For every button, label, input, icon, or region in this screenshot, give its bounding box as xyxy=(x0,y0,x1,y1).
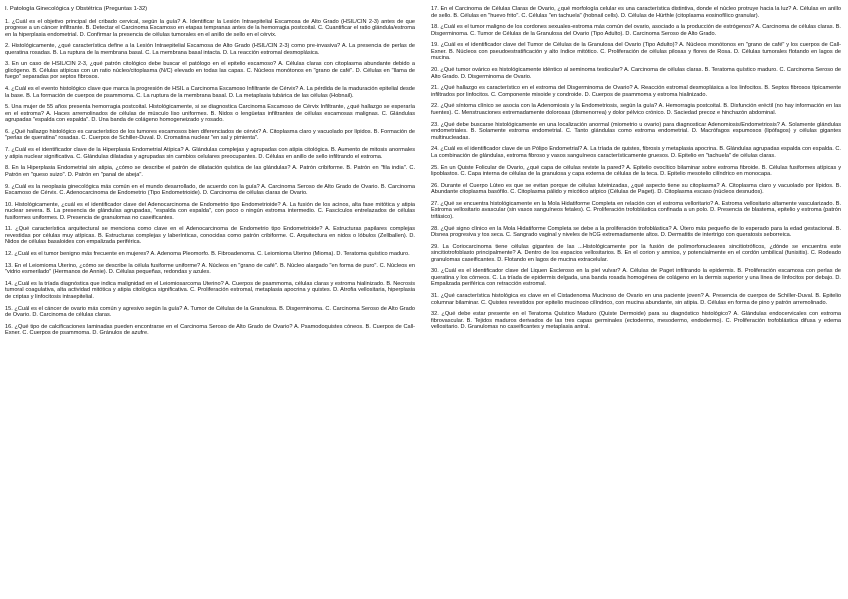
question-item: 31. ¿Qué característica histológica es clave en el Cistadenoma Mucinoso de Ovario en una paciente joven? A. Presencia de cuerpos de Schiller-Duval. B. Epitelio columnar bilaminar. C. Quistes revestidos por epitelio mucinoso cilíndrico, con mucina abundante, sin atipia. D. Células en forma de pino y patrón arremolinado. xyxy=(431,293,841,306)
question-item: 22. ¿Qué síntoma clínico se asocia con la Adenomiosis y la Endometriosis, según la guía? A. Hemorragia postcoital. B. Disfunción eréctil (no hay información en las fuentes). C. Menstruaciones extremadamente dolorosas (dismenorrea) y dolor pélvico crónico. D. Saciedad precoz e hinchazón abdominal. xyxy=(431,103,841,116)
question-item: 9. ¿Cuál es la neoplasia ginecológica más común en el mundo desarrollado, de acuerdo con la guía? A. Carcinoma Seroso de Alto Grado de Ovario. B. Carcinoma Escamoso de Cérvix. C. Adenocarcinoma de Endometrio (Tipo Endometrioide). D. Carcinoma de células claras de Ovario. xyxy=(5,183,415,196)
question-item: 32. ¿Qué debe estar presente en el Teratoma Quístico Maduro (Quiste Dermoide) para su diagnóstico histológico? A. Glándulas endocervicales con estroma fibrovascular. B. Tejidos maduros derivados de las tres capas germinales (ectodermo, mesodermo, endodermo). C. Proliferación trofoblástica difusa y edema vellositario. D. Granulomas no caseificantes y metaplasia antral. xyxy=(431,311,841,331)
question-item: 16. ¿Qué tipo de calcificaciones laminadas pueden encontrarse en el Carcinoma Seroso de Alto Grado de Ovario? A. Psamodoquistes cóneos. B. Cuerpos de Call-Exner. C. Cuerpos de psammoma. D. Gránulos de azufre. xyxy=(5,323,415,337)
question-item: 28. ¿Qué signo clínico en la Mola Hidatiforme Completa se debe a la proliferación trofoblástica? A. Útero más pequeño de lo esperado para la edad gestacional. B. Disnea progresiva y tos seca. C. Sangrado vaginal y niveles de hCG extremadamente altos. D. Dermatitis de intertrigo con queratosis seborreica. xyxy=(431,225,841,239)
question-item: 7. ¿Cuál es el identificador clave de la Hiperplasia Endometrial Atípica? A. Glándulas complejas y agrupadas con atipia citológica. B. Aumento de mitosis anormales y atipia nuclear significativa. C. Glándulas dilatadas y agrupadas sin cambios celulares preocupantes. D. Células en anillo de sello infiltrando el estroma. xyxy=(5,147,415,160)
question-item: 23. ¿Qué debe buscarse histológicamente en una localización anormal (miometrio u ovario) para diagnosticar Adenomiosis/Endometriosis? A. Solamente glándulas endometriales. B. Solamente estroma endometrial. C. Tanto glándulas como estroma endometrial. D. Macrófagos espumosos (lipófagos) y células gigantes multinucleadas. xyxy=(431,121,841,141)
question-item: 29. La Coriocarcinoma tiene células gigantes de las ...Histológicamente por la fusión de polimorfonucleares sincitiotróficos, ¿dónde se encuentra este sincitiotrofoblasto principalmente? A. Dentro de los espacios vellositarios. B. En el corion y amnios, y potencialmente en el cordón umbilical (funisitis). C. Rodeado granulomas caseificantes. D. Flotando en lagos de mucina extracelular. xyxy=(431,243,841,263)
question-item: 21. ¿Qué hallazgo es característico en el estroma del Disgerminoma de Ovario? A. Reacción estromal desmoplásica a los linfocitos. B. Septos fibrosos típicamente infiltrados por linfocitos. C. Componente mixoide y condroide. D. Cuerpos de psammoma y estroma hialinizado. xyxy=(431,85,841,98)
question-item: 18. ¿Cuál es el tumor maligno de los cordones sexuales-estroma más común del ovario, asociado a la producción de estrógenos? A. Carcinoma de células claras. B. Disgerminoma. C. Tumor de Células de la Granulosa del Ovario (Tipo Adulto). D. Carcinoma Seroso de Alto Grado. xyxy=(431,24,841,37)
question-item: 19. ¿Cuál es el identificador clave del Tumor de Células de la Granulosa del Ovario (Tipo Adulto)? A. Núcleos monótonos en "grano de café" y los cuerpos de Call-Exner. B. Núcleos con pseudoestratificación y alto índice mitótico. C. Proliferación de células pilosas y flores de Rosa. D. Células tumorales flotando en lagos de mucina. xyxy=(431,42,841,62)
question-item: 12. ¿Cuál es el tumor benigno más frecuente en mujeres? A. Adenoma Pleomorfo. B. Fibroadenoma. C. Leiomioma Uterino (Mioma). D. Teratoma quístico maduro. xyxy=(5,251,410,258)
question-item: 2. Histológicamente, ¿qué característica define a la Lesión Intraepitelial Escamosa de Alto Grado (HSIL/CIN 2-3) como pre-invasiva? A. La presencia de perlas de queratina rosadas. B. La ruptura de la membrana basal. C. La membrana basal intacta. D. La reacción estromal desmoplásica. xyxy=(5,43,415,56)
question-item: 11. ¿Qué característica arquitectural se menciona como clave en el Adenocarcinoma de Endometrio tipo Endometrioide? A. Estructuras papilares complejas revestidas por células muy atípicas. B. Estructuras complejas y laberínticas, conocidas como patrón cribiforme. C. Arquitectura en nidos o lóbulos (Zellballen). D. Nidos de células basaloides con empalizada periférica. xyxy=(5,226,415,246)
question-item: 1. ¿Cuál es el objetivo principal del cribado cervical, según la guía? A. Identificar la Lesión Intraepitelial Escamosa de Alto Grado (HSIL/CIN 2-3) antes de que progrese a un cáncer infiltrante. B. Detectar el Carcinoma Escamoso en etapas tempranas antes de la hemorragia postcoital. C. Cuantificar el ratio glándula/estroma en la hiperplasia endometrial. D. Confirmar la presencia de células tumorales en el anillo de sello en el cérvix. xyxy=(5,18,415,38)
question-item: 8. En la Hiperplasia Endometrial sin atipia, ¿cómo se describe el patrón de dilatación quística de las glándulas? A. Patrón cribiforme. B. Patrón en "fila india". C. Patrón en "queso suizo". D. Patrón en "panal de abeja". xyxy=(5,165,415,178)
question-item: 24. ¿Cuál es el identificador clave de un Pólipo Endometrial? A. La tríada de quistes, fibrosis y metaplasia apocrina. B. Glándulas agrupadas espalda con espalda. C. La combinación de glándulas, estroma fibroso y vasos sanguíneos característicamente gruesos. D. Epitelio en "tachuela" de células claras. xyxy=(431,146,841,159)
section-title: I. Patología Ginecológica y Obstétrica (Preguntas 1-32) xyxy=(5,6,148,12)
question-item: 3. En un caso de HSIL/CIN 2-3, ¿qué patrón citológico debe buscar el patólogo en el epitelio escamoso? A. Células claras con citoplasma abundante debido a glicógeno. B. Células atípicas con un ratio núcleo/citoplasma (N/C) elevado en todas las capas. C. Núcleos monótonos en "grano de café". D. Células en "llama de fuego" separadas por septos fibrosos. xyxy=(5,61,415,81)
question-item: 30. ¿Cuál es el identificador clave del Liquen Escleroso en la piel vulvar? A. Células de Paget infiltrando la epidermis. B. Proliferación escamosa con perlas de queratina y los córneos. C. La tríada de epidermis delgada, una banda rosada homogénea de colágeno en la dermis superior y una línea de linfocitos por debajo. D. Empalizada periférica con retracción estromal. xyxy=(431,268,841,288)
question-item: 6. ¿Qué hallazgo histológico es característico de los tumores escamosos bien diferenciados de cérvix? A. Citoplasma claro y vacuolado por lípidos. B. Formación de "perlas de queratina" rosadas. C. Cuerpos de Schiller-Duval. D. Cromatina nuclear "en sal y pimienta". xyxy=(5,128,415,142)
left-column xyxy=(5,6,415,342)
question-item: 26. Durante el Cuerpo Lúteo es que se evitan porque de células luteinizadas, ¿qué aspecto tiene su citoplasma? A. Citoplasma claro y vacuolado por lípidos. B. Abundante citoplasma basófilo. C. Citoplasma pálido y micótico atípico (Células de Paget). D. Citoplasma escaso (núcleos desnudos). xyxy=(431,182,841,196)
question-item: 20. ¿Qué tumor ovárico es histológicamente idéntico al seminoma testicular? A. Carcinoma de células claras. B. Teratoma quístico maduro. C. Carcinoma Seroso de Alto Grado. D. Disgerminoma de Ovario. xyxy=(431,67,841,80)
right-question-list xyxy=(431,6,841,331)
question-item: 4. ¿Cuál es el evento histológico clave que marca la progresión de HSIL a Carcinoma Escamoso Infiltrante de Cérvix? A. La pérdida de la maduración epitelial desde la base. B. La formación de cuerpos de psammoma. C. La ruptura de la membrana basal. D. La metaplasia tubárica de las células (Hobnail). xyxy=(5,86,415,99)
question-item: 17. En el Carcinoma de Células Claras de Ovario, ¿qué morfología celular es una característica distintiva, donde el núcleo protruye hacia la luz? A. Células en anillo de sello. B. Células en "huevo frito". C. Células "en tachuela" (hobnail cells). D. Células de Hürthle (citoplasma eosinofílico granular). xyxy=(431,6,841,19)
question-item: 15. ¿Cuál es el cáncer de ovario más común y agresivo según la guía? A. Tumor de Células de la Granulosa. B. Disgerminoma. C. Carcinoma Seroso de Alto Grado de Ovario. D. Carcinoma de células claras. xyxy=(5,305,415,319)
left-question-list xyxy=(5,19,415,337)
question-item: 13. En el Leiomioma Uterino, ¿cómo se describe la célula fusiforme uniforme? A. Núcleos en "grano de café". B. Núcleo alargado "en forma de puro". C. Núcleos en "vidrio esmerilado" (Hermanos de Annie). D. Células pequeñas, redondas y azules. xyxy=(5,262,415,276)
question-item: 27. ¿Qué se encuentra histológicamente en la Mola Hidatiforme Completa en relación con el estroma velloritario? A. Estroma vellositario altamente vascularizado. B. Estroma vellositario avascular (sin vasos sanguíneos fetales). C. Proliferación trofoblástica confinada a un polo. D. Presencia de blastema, epitelio y estroma (patrón trifásico). xyxy=(431,200,841,220)
question-item: 5. Una mujer de 55 años presenta hemorragia postcoital. Histológicamente, si se diagnostica Carcinoma Escamoso de Cérvix Infiltrante, ¿qué hallazgo se esperaría en el estroma? A. Haces arremolinados de células de músculo liso uniformes. B. Nidos o lengüetas infiltrantes de células escamosas malignas. C. Glándulas agrupadas "espalda con espalda". D. Una banda de colágeno homogeneizado y rosado. xyxy=(5,104,415,124)
question-item: 25. En un Quiste Folicular de Ovario, ¿qué capa de células reviste la pared? A. Epitelio ovocítico bilaminar sobre estroma fibroide. B. Células fusiformes atípicas y lipoblastos. C. Capa interna de células de la granulosa y capa externa de células de la teca. D. Epitelio mesotelio cilíndrico en monocapa. xyxy=(431,164,841,177)
question-item: 14. ¿Cuál es la tríada diagnóstica que indica malignidad en el Leiomiosarcoma Uterino? A. Cuerpos de psammoma, células claras y estroma hialinizado. B. Necrosis tumoral coagulativa, alta actividad mitótica y atipia citológica significativa. C. Proliferación estromal, metaplasia apocrina y quistes. D. Atrofia vellositaria, hiperplasia de criptas y linfocitosis intraepitelial. xyxy=(5,280,415,300)
question-item: 10. Histológicamente, ¿cuál es el identificador clave del Adenocarcinoma de Endometrio tipo Endometrioide? A. La fusión de los acinos, alta fase mitótica y atipia nuclear severa. B. La presencia de glándulas agrupadas, "espalda con espalda", con poco o ningún estroma intermedio. C. Fascículos entrelazados de células fusiformes uniformes. D. Presencia de granulomas no caseificantes. xyxy=(5,201,415,221)
right-column xyxy=(431,6,841,336)
